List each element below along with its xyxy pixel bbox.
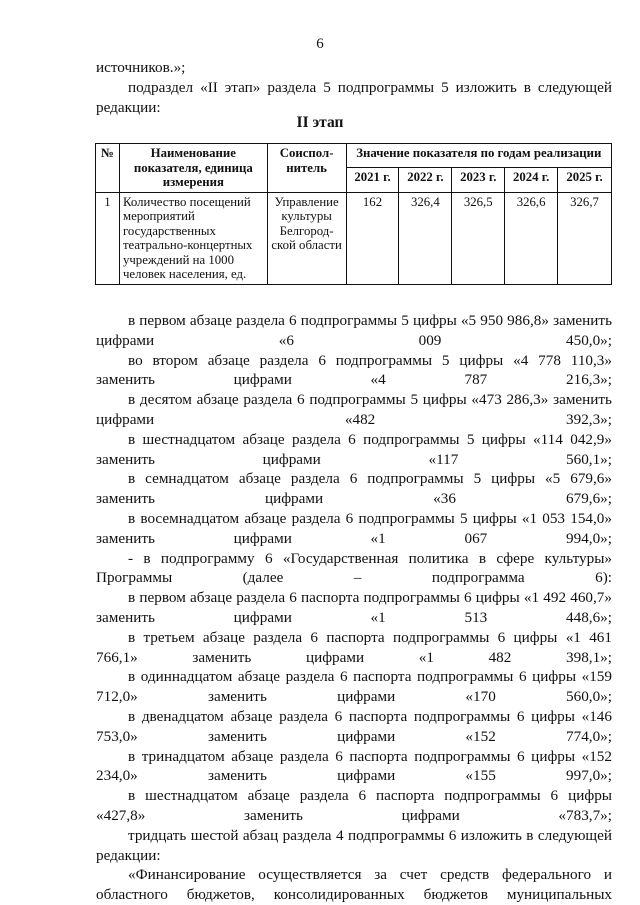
body-paragraph: в одиннадцатом абзаце раздела 6 паспорта подпрограммы 6 цифры «159 712,0» заменить цифрами «170 560,0»;	[96, 668, 612, 706]
row-co-executor: Управление культуры Белгород-ской области	[267, 192, 346, 284]
body-paragraph: тридцать шестой абзац раздела 4 подпрограммы 6 изложить в следующей редакции:	[96, 826, 612, 864]
body-paragraph: в двенадцатом абзаце раздела 6 паспорта подпрограммы 6 цифры «146 753,0» заменить цифрами «152 774,0»;	[96, 707, 612, 745]
header-year: 2024 г.	[505, 168, 558, 192]
body-paragraph: в десятом абзаце раздела 6 подпрограммы 5 цифры «473 286,3» заменить цифрами «482 392,3»;	[96, 391, 612, 428]
intro-text	[96, 58, 612, 118]
row-number: 1	[96, 192, 120, 284]
header-year: 2023 г.	[452, 168, 505, 192]
body-paragraph: в первом абзаце раздела 6 паспорта подпрограммы 6 цифры «1 492 460,7» заменить цифрами «1 513 448,6»;	[96, 589, 612, 626]
header-number: №	[96, 144, 120, 193]
page-number: 6	[316, 36, 324, 52]
body-paragraph: в шестнадцатом абзаце раздела 6 подпрограммы 5 цифры «114 042,9» заменить цифрами «117 560,1»;	[96, 430, 612, 468]
section-title: II этап	[296, 114, 344, 131]
body-paragraph: в восемнадцатом абзаце раздела 6 подпрограммы 5 цифры «1 053 154,0» заменить цифрами «1 067 994,0»;	[96, 509, 612, 547]
table-row	[96, 192, 612, 284]
row-value: 162	[346, 192, 399, 284]
indicator-table	[95, 143, 612, 285]
row-value: 326,6	[505, 192, 558, 284]
body-paragraph: во втором абзаце раздела 6 подпрограммы 5 цифры «4 778 110,3» заменить цифрами «4 787 216,3»;	[96, 351, 612, 389]
header-year: 2021 г.	[346, 168, 399, 192]
body-paragraph: в семнадцатом абзаце раздела 6 подпрограммы 5 цифры «5 679,6» заменить цифрами «36 679,6»;	[96, 470, 612, 508]
header-year: 2022 г.	[399, 168, 452, 192]
body-paragraph: в первом абзаце раздела 6 подпрограммы 5 цифры «5 950 986,8» заменить цифрами «6 009 450,0»;	[96, 312, 612, 349]
header-co-executor: Соиспол-нитель	[267, 144, 346, 193]
row-value: 326,5	[452, 192, 505, 284]
row-value: 326,7	[558, 192, 612, 284]
body-paragraph: - в подпрограмму 6 «Государственная политика в сфере культуры» Программы (далее – подпрограмма 6):	[96, 549, 612, 587]
body-paragraph: в тринадцатом абзаце раздела 6 паспорта подпрограммы 6 цифры «152 234,0» заменить цифрами «155 997,0»;	[96, 747, 612, 785]
row-value: 326,4	[399, 192, 452, 284]
body-text	[96, 311, 612, 905]
intro-line-2: подраздел «II этап» раздела 5 подпрограммы 5 изложить в следующей	[128, 79, 612, 96]
header-values-by-year: Значение показателя по годам реализации	[346, 144, 611, 168]
intro-line-1: источников.»;	[96, 59, 186, 76]
header-year: 2025 г.	[558, 168, 612, 192]
intro-line-3: редакции:	[96, 99, 161, 116]
body-paragraph: в шестнадцатом абзаце раздела 6 паспорта подпрограммы 6 цифры «427,8» заменить цифрами «783,7»;	[96, 787, 612, 824]
header-indicator-name: Наименование показателя, единица измерения	[119, 144, 267, 193]
row-indicator-name: Количество посещений мероприятий государственных театрально-концертных учреждений на 1000 человек населения, ед.	[119, 192, 267, 284]
body-paragraph: «Финансирование осуществляется за счет средств федерального и областного бюджетов, консолидированных бюджетов муниципальных	[96, 866, 612, 904]
body-paragraph: в третьем абзаце раздела 6 паспорта подпрограммы 6 цифры «1 461 766,1» заменить цифрами «1 482 398,1»;	[96, 628, 612, 666]
